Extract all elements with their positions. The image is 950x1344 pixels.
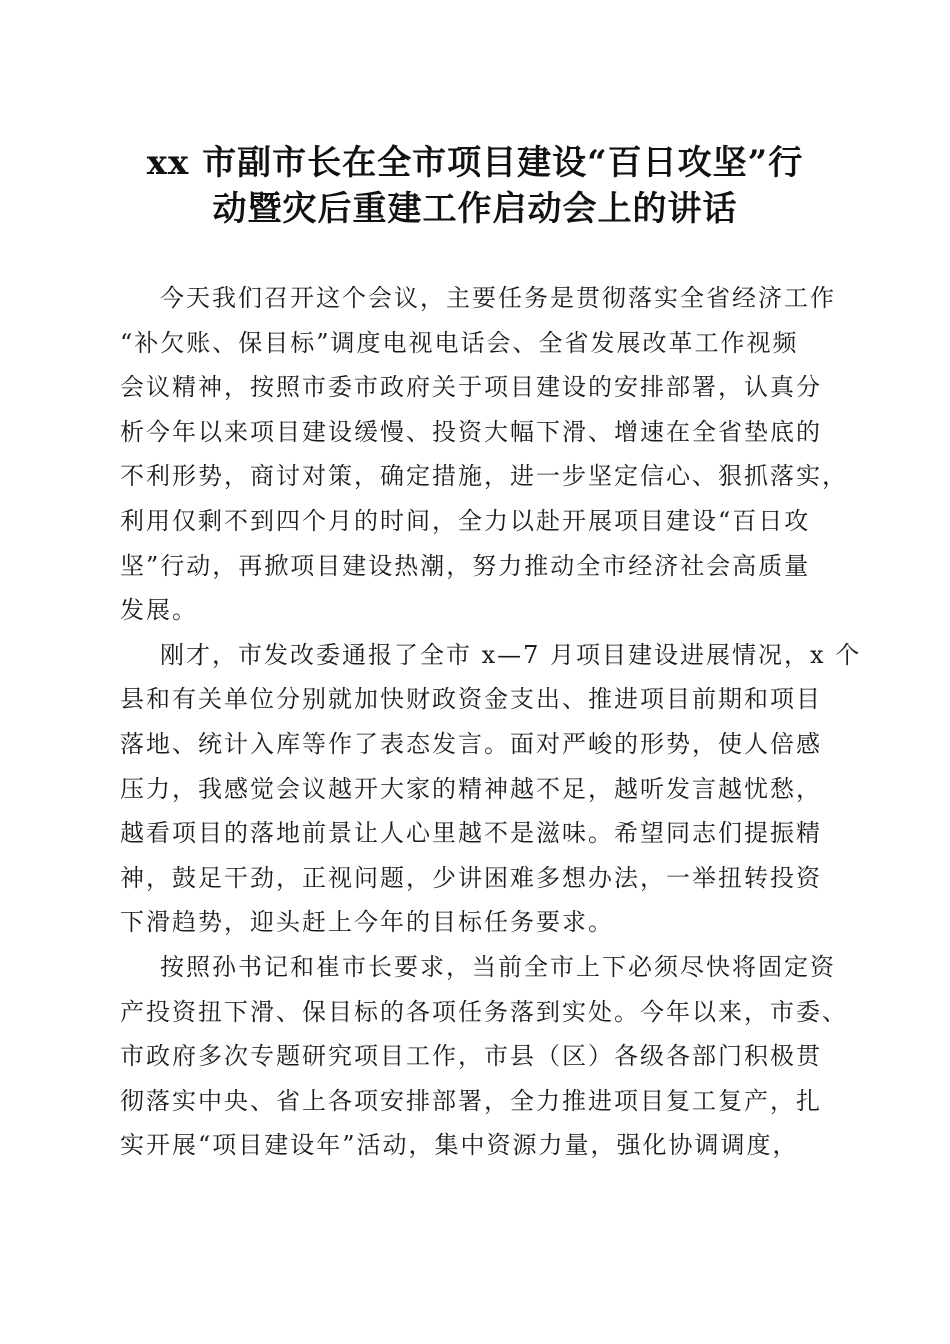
text-line: 按照孙书记和崔市长要求，当前全市上下必须尽快将固定资 xyxy=(160,952,836,981)
text-line: 刚才，市发改委通报了全市 x—7 月项目建设进展情况，x 个 xyxy=(160,640,862,669)
text-line: 市政府多次专题研究项目工作，市县（区）各级各部门积极贯 xyxy=(120,1042,822,1071)
text-line: 越看项目的落地前景让人心里越不是滋味。希望同志们提振精 xyxy=(120,819,822,848)
title-line-2: 动暨灾后重建工作启动会上的讲话 xyxy=(212,189,738,229)
text-line: 神，鼓足干劲，正视问题，少讲困难多想办法，一举扭转投资 xyxy=(120,863,822,892)
text-line: “补欠账、保目标”调度电视电话会、全省发展改革工作视频 xyxy=(120,328,799,357)
text-line: 析今年以来项目建设缓慢、投资大幅下滑、增速在全省垫底的 xyxy=(120,417,822,446)
text-line: 产投资扭下滑、保目标的各项任务落到实处。今年以来，市委、 xyxy=(120,997,848,1026)
text-line: 下滑趋势，迎头赶上今年的目标任务要求。 xyxy=(120,908,614,937)
text-line: 县和有关单位分别就加快财政资金支出、推进项目前期和项目 xyxy=(120,685,822,714)
text-line: 今天我们召开这个会议，主要任务是贯彻落实全省经济工作 xyxy=(160,284,836,312)
paragraph-3 xyxy=(120,945,848,1168)
text-line: 不利形势，商讨对策，确定措施，进一步坚定信心、狠抓落实， xyxy=(120,462,848,491)
text-line: 坚”行动，再掀项目建设热潮，努力推动全市经济社会高质量 xyxy=(120,551,811,580)
text-line: 压力，我感觉会议越开大家的精神越不足，越听发言越忧愁， xyxy=(120,774,822,803)
text-line: 实开展“项目建设年”活动，集中资源力量，强化协调调度， xyxy=(120,1131,799,1160)
text-line: 彻落实中央、省上各项安排部署，全力推进项目复工复产，扎 xyxy=(120,1086,822,1115)
paragraph-1 xyxy=(120,276,848,633)
text-line: 会议精神，按照市委市政府关于项目建设的安排部署，认真分 xyxy=(120,373,822,402)
text-line: 发展。 xyxy=(120,596,198,625)
text-line: 利用仅剩不到四个月的时间，全力以赴开展项目建设“百日攻 xyxy=(120,506,811,535)
document-title xyxy=(100,140,850,232)
paragraph-2 xyxy=(120,633,862,945)
title-line-1: xx 市副市长在全市项目建设“百日攻坚”行 xyxy=(146,143,804,183)
text-line: 落地、统计入库等作了表态发言。面对严峻的形势，使人倍感 xyxy=(120,729,822,758)
document-body xyxy=(120,276,862,1168)
